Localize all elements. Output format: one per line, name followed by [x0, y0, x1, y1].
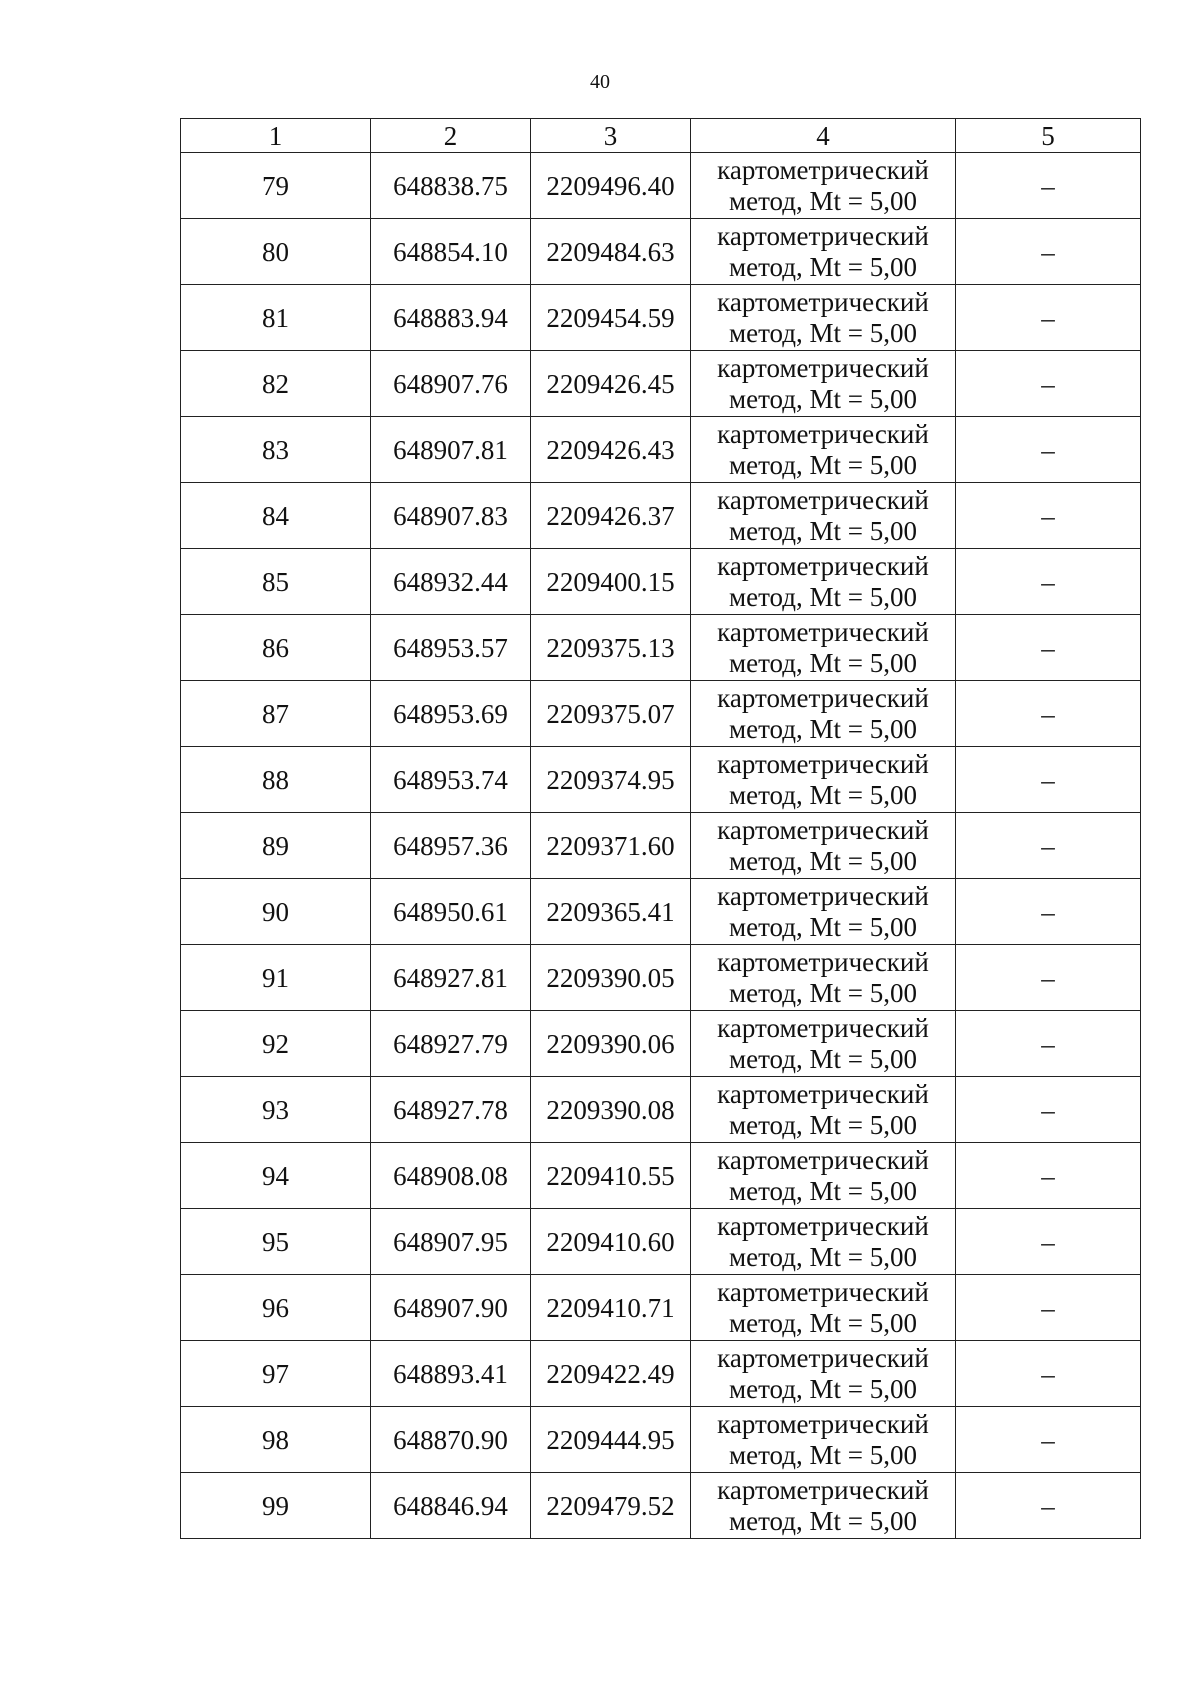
y-coordinate-cell: 2209400.15 [531, 549, 691, 615]
method-text: картометрический [717, 682, 929, 713]
table-row [181, 417, 1141, 483]
accuracy-text: метод, Mt = 5,00 [729, 845, 917, 876]
column-header-2: 2 [371, 119, 531, 153]
point-number-cell: 87 [181, 681, 371, 747]
accuracy-text: метод, Mt = 5,00 [729, 1175, 917, 1206]
method-text: картометрический [717, 1276, 929, 1307]
method-text: картометрический [717, 1474, 929, 1505]
column-header-1: 1 [181, 119, 371, 153]
point-number-cell: 88 [181, 747, 371, 813]
method-cell [691, 417, 956, 483]
method-text: картометрический [717, 748, 929, 779]
table-row [181, 813, 1141, 879]
point-number-cell: 89 [181, 813, 371, 879]
x-coordinate-cell: 648950.61 [371, 879, 531, 945]
method-text: картометрический [717, 814, 929, 845]
table-row [181, 1473, 1141, 1539]
method-text: картометрический [717, 286, 929, 317]
accuracy-text: метод, Mt = 5,00 [729, 1241, 917, 1272]
x-coordinate-cell: 648854.10 [371, 219, 531, 285]
table-body [181, 153, 1141, 1539]
table-row [181, 747, 1141, 813]
point-number-cell: 96 [181, 1275, 371, 1341]
accuracy-text: метод, Mt = 5,00 [729, 1439, 917, 1470]
method-cell [691, 1407, 956, 1473]
table-row [181, 1011, 1141, 1077]
accuracy-text: метод, Mt = 5,00 [729, 1043, 917, 1074]
note-cell: – [956, 1341, 1141, 1407]
table-row [181, 285, 1141, 351]
method-text: картометрический [717, 220, 929, 251]
note-cell: – [956, 1209, 1141, 1275]
y-coordinate-cell: 2209375.13 [531, 615, 691, 681]
y-coordinate-cell: 2209479.52 [531, 1473, 691, 1539]
method-text: картометрический [717, 352, 929, 383]
note-cell: – [956, 1077, 1141, 1143]
y-coordinate-cell: 2209444.95 [531, 1407, 691, 1473]
y-coordinate-cell: 2209484.63 [531, 219, 691, 285]
accuracy-text: метод, Mt = 5,00 [729, 1109, 917, 1140]
y-coordinate-cell: 2209426.43 [531, 417, 691, 483]
x-coordinate-cell: 648893.41 [371, 1341, 531, 1407]
column-header-4: 4 [691, 119, 956, 153]
x-coordinate-cell: 648846.94 [371, 1473, 531, 1539]
note-cell: – [956, 1143, 1141, 1209]
method-cell [691, 285, 956, 351]
table-header [181, 119, 1141, 153]
method-cell [691, 1341, 956, 1407]
note-cell: – [956, 483, 1141, 549]
point-number-cell: 98 [181, 1407, 371, 1473]
x-coordinate-cell: 648953.57 [371, 615, 531, 681]
method-text: картометрический [717, 616, 929, 647]
accuracy-text: метод, Mt = 5,00 [729, 317, 917, 348]
point-number-cell: 91 [181, 945, 371, 1011]
accuracy-text: метод, Mt = 5,00 [729, 383, 917, 414]
x-coordinate-cell: 648927.78 [371, 1077, 531, 1143]
accuracy-text: метод, Mt = 5,00 [729, 647, 917, 678]
method-text: картометрический [717, 1012, 929, 1043]
note-cell: – [956, 153, 1141, 219]
point-number-cell: 93 [181, 1077, 371, 1143]
coordinates-table [180, 118, 1141, 1539]
y-coordinate-cell: 2209390.05 [531, 945, 691, 1011]
note-cell: – [956, 417, 1141, 483]
note-cell: – [956, 1473, 1141, 1539]
y-coordinate-cell: 2209496.40 [531, 153, 691, 219]
method-cell [691, 1473, 956, 1539]
accuracy-text: метод, Mt = 5,00 [729, 449, 917, 480]
method-text: картометрический [717, 946, 929, 977]
method-cell [691, 813, 956, 879]
point-number-cell: 97 [181, 1341, 371, 1407]
header-row [181, 119, 1141, 153]
note-cell: – [956, 1407, 1141, 1473]
table-row [181, 879, 1141, 945]
x-coordinate-cell: 648953.74 [371, 747, 531, 813]
point-number-cell: 84 [181, 483, 371, 549]
x-coordinate-cell: 648927.79 [371, 1011, 531, 1077]
x-coordinate-cell: 648932.44 [371, 549, 531, 615]
y-coordinate-cell: 2209371.60 [531, 813, 691, 879]
table-row [181, 945, 1141, 1011]
point-number-cell: 95 [181, 1209, 371, 1275]
method-text: картометрический [717, 484, 929, 515]
table-row [181, 681, 1141, 747]
x-coordinate-cell: 648907.81 [371, 417, 531, 483]
table-row [181, 351, 1141, 417]
accuracy-text: метод, Mt = 5,00 [729, 251, 917, 282]
y-coordinate-cell: 2209426.37 [531, 483, 691, 549]
method-text: картометрический [717, 1342, 929, 1373]
point-number-cell: 86 [181, 615, 371, 681]
y-coordinate-cell: 2209422.49 [531, 1341, 691, 1407]
note-cell: – [956, 285, 1141, 351]
method-text: картометрический [717, 1408, 929, 1439]
y-coordinate-cell: 2209454.59 [531, 285, 691, 351]
accuracy-text: метод, Mt = 5,00 [729, 515, 917, 546]
note-cell: – [956, 615, 1141, 681]
x-coordinate-cell: 648907.90 [371, 1275, 531, 1341]
y-coordinate-cell: 2209410.71 [531, 1275, 691, 1341]
x-coordinate-cell: 648953.69 [371, 681, 531, 747]
method-cell [691, 747, 956, 813]
x-coordinate-cell: 648883.94 [371, 285, 531, 351]
point-number-cell: 94 [181, 1143, 371, 1209]
method-text: картометрический [717, 1078, 929, 1109]
accuracy-text: метод, Mt = 5,00 [729, 977, 917, 1008]
method-cell [691, 219, 956, 285]
x-coordinate-cell: 648908.08 [371, 1143, 531, 1209]
x-coordinate-cell: 648927.81 [371, 945, 531, 1011]
table-row [181, 219, 1141, 285]
note-cell: – [956, 351, 1141, 417]
x-coordinate-cell: 648957.36 [371, 813, 531, 879]
method-text: картометрический [717, 550, 929, 581]
x-coordinate-cell: 648907.76 [371, 351, 531, 417]
table-row [181, 1209, 1141, 1275]
point-number-cell: 83 [181, 417, 371, 483]
method-cell [691, 1011, 956, 1077]
y-coordinate-cell: 2209410.60 [531, 1209, 691, 1275]
method-cell [691, 1275, 956, 1341]
x-coordinate-cell: 648907.83 [371, 483, 531, 549]
x-coordinate-cell: 648907.95 [371, 1209, 531, 1275]
table-row [181, 483, 1141, 549]
method-text: картометрический [717, 1210, 929, 1241]
note-cell: – [956, 813, 1141, 879]
table-row [181, 549, 1141, 615]
method-text: картометрический [717, 1144, 929, 1175]
page-number: 40 [590, 71, 610, 93]
table-row [181, 615, 1141, 681]
note-cell: – [956, 219, 1141, 285]
point-number-cell: 90 [181, 879, 371, 945]
column-header-5: 5 [956, 119, 1141, 153]
note-cell: – [956, 879, 1141, 945]
point-number-cell: 82 [181, 351, 371, 417]
y-coordinate-cell: 2209410.55 [531, 1143, 691, 1209]
point-number-cell: 81 [181, 285, 371, 351]
method-cell [691, 483, 956, 549]
note-cell: – [956, 1275, 1141, 1341]
method-cell [691, 153, 956, 219]
note-cell: – [956, 747, 1141, 813]
column-header-3: 3 [531, 119, 691, 153]
note-cell: – [956, 1011, 1141, 1077]
y-coordinate-cell: 2209374.95 [531, 747, 691, 813]
method-cell [691, 945, 956, 1011]
note-cell: – [956, 681, 1141, 747]
table-row [181, 153, 1141, 219]
note-cell: – [956, 549, 1141, 615]
y-coordinate-cell: 2209365.41 [531, 879, 691, 945]
point-number-cell: 79 [181, 153, 371, 219]
y-coordinate-cell: 2209375.07 [531, 681, 691, 747]
y-coordinate-cell: 2209390.06 [531, 1011, 691, 1077]
accuracy-text: метод, Mt = 5,00 [729, 1307, 917, 1338]
method-text: картометрический [717, 418, 929, 449]
y-coordinate-cell: 2209426.45 [531, 351, 691, 417]
method-cell [691, 615, 956, 681]
point-number-cell: 99 [181, 1473, 371, 1539]
table-row [181, 1407, 1141, 1473]
table-row [181, 1341, 1141, 1407]
note-cell: – [956, 945, 1141, 1011]
method-cell [691, 1143, 956, 1209]
method-cell [691, 549, 956, 615]
accuracy-text: метод, Mt = 5,00 [729, 581, 917, 612]
accuracy-text: метод, Mt = 5,00 [729, 1373, 917, 1404]
point-number-cell: 92 [181, 1011, 371, 1077]
accuracy-text: метод, Mt = 5,00 [729, 185, 917, 216]
method-cell [691, 351, 956, 417]
method-cell [691, 1077, 956, 1143]
table-row [181, 1143, 1141, 1209]
method-text: картометрический [717, 880, 929, 911]
x-coordinate-cell: 648870.90 [371, 1407, 531, 1473]
method-cell [691, 1209, 956, 1275]
method-text: картометрический [717, 154, 929, 185]
y-coordinate-cell: 2209390.08 [531, 1077, 691, 1143]
point-number-cell: 80 [181, 219, 371, 285]
accuracy-text: метод, Mt = 5,00 [729, 779, 917, 810]
point-number-cell: 85 [181, 549, 371, 615]
accuracy-text: метод, Mt = 5,00 [729, 1505, 917, 1536]
table-row [181, 1077, 1141, 1143]
table-row [181, 1275, 1141, 1341]
method-cell [691, 879, 956, 945]
accuracy-text: метод, Mt = 5,00 [729, 713, 917, 744]
accuracy-text: метод, Mt = 5,00 [729, 911, 917, 942]
method-cell [691, 681, 956, 747]
x-coordinate-cell: 648838.75 [371, 153, 531, 219]
